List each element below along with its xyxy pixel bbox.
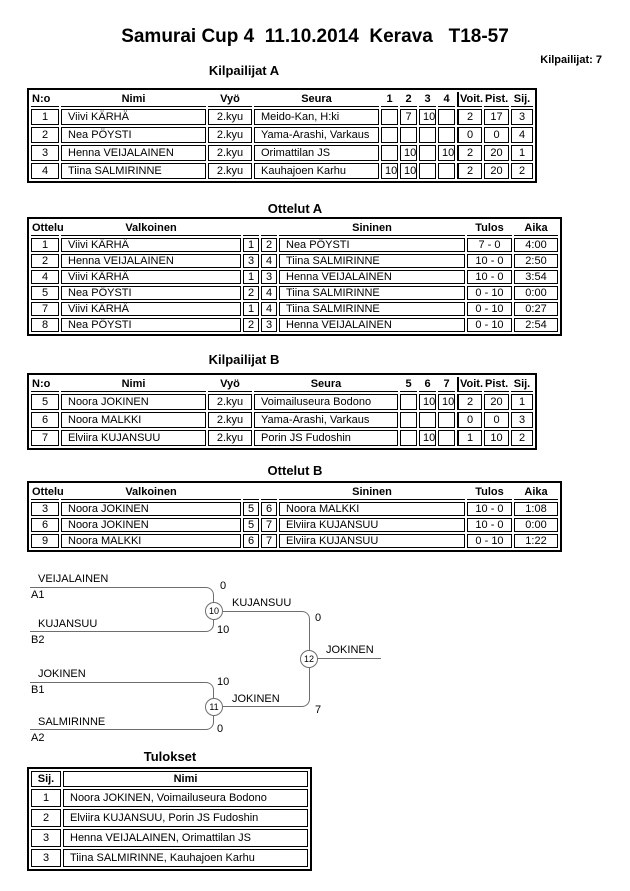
col-header-round: 1 <box>381 92 398 107</box>
cell-points: 10 <box>484 430 509 446</box>
cell-round: 10 <box>381 163 398 179</box>
cell-round <box>419 412 436 428</box>
cell-blue-no: 6 <box>261 502 277 516</box>
bracket-competitor-name: SALMIRINNE <box>38 716 106 728</box>
cell-place: 3 <box>31 849 61 867</box>
table-row <box>31 254 558 268</box>
header-row <box>31 485 558 500</box>
table-row <box>31 829 308 847</box>
col-header-wins: Voit. <box>457 377 482 392</box>
cell-club: Voimailuseura Bodono <box>254 394 398 410</box>
cell-round: 7 <box>400 109 417 125</box>
cell-wins: 0 <box>457 412 482 428</box>
table-row <box>31 286 558 300</box>
cell-white-name: Viivi KÄRHÄ <box>61 302 241 316</box>
cell-round <box>419 145 436 161</box>
cell-round <box>381 127 398 143</box>
cell-white-no: 3 <box>243 254 259 268</box>
col-header-time: Aika <box>514 485 558 500</box>
cell-club: Porin JS Fudoshin <box>254 430 398 446</box>
cell-club: Meido-Kan, H:ki <box>254 109 379 125</box>
cell-white-no: 5 <box>243 502 259 516</box>
cell-points: 0 <box>484 127 509 143</box>
bracket-connector <box>318 658 381 659</box>
cell-blue-name: Elviira KUJANSUU <box>279 518 465 532</box>
cell-match-no: 6 <box>31 518 59 532</box>
cell-time: 0:00 <box>514 286 558 300</box>
cell-result: 10 - 0 <box>467 502 512 516</box>
bracket-score: 0 <box>315 612 322 624</box>
cell-time: 4:00 <box>514 238 558 252</box>
col-header-time: Aika <box>514 221 558 236</box>
cell-round <box>438 163 455 179</box>
cell-belt: 2.kyu <box>208 127 252 143</box>
cell-belt: 2.kyu <box>208 145 252 161</box>
cell-club: Orimattilan JS <box>254 145 379 161</box>
cell-points: 20 <box>484 394 509 410</box>
page-title: Samurai Cup 4 11.10.2014 Kerava T18-57 <box>121 26 509 47</box>
results-table <box>27 767 312 871</box>
col-header-no: N:o <box>31 377 59 392</box>
cell-round <box>438 109 455 125</box>
col-header-empty <box>243 485 259 500</box>
col-header-round: 6 <box>419 377 436 392</box>
cell-white-name: Nea PÖYSTI <box>61 286 241 300</box>
cell-name: Noora MALKKI <box>61 412 206 428</box>
header-row <box>31 377 533 392</box>
cell-match-no: 1 <box>31 238 59 252</box>
col-header-name: Nimi <box>61 92 206 107</box>
col-header-round: 2 <box>400 92 417 107</box>
cell-white-name: Nea PÖYSTI <box>61 318 241 332</box>
header-row <box>31 92 533 107</box>
cell-white-name: Noora JOKINEN <box>61 502 241 516</box>
table-row <box>31 502 558 516</box>
bracket-competitor-name: JOKINEN <box>38 668 86 680</box>
cell-round <box>438 127 455 143</box>
cell-place: 2 <box>511 430 533 446</box>
table-row <box>31 430 533 446</box>
cell-wins: 2 <box>457 163 482 179</box>
cell-time: 1:22 <box>514 534 558 548</box>
col-header-points: Pist. <box>485 378 509 390</box>
cell-name: Noora JOKINEN <box>61 394 206 410</box>
cell-white-name: Viivi KÄRHÄ <box>61 238 241 252</box>
cell-name: Noora JOKINEN, Voimailuseura Bodono <box>63 789 308 807</box>
cell-name: Nea PÖYSTI <box>61 127 206 143</box>
pool-b-table <box>27 373 537 450</box>
col-header-match: Ottelu <box>32 222 64 234</box>
cell-result: 0 - 10 <box>467 286 512 300</box>
cell-belt: 2.kyu <box>208 430 252 446</box>
table-row <box>31 145 533 161</box>
bracket-seed: B1 <box>31 684 45 696</box>
cell-name: Elviira KUJANSUU <box>61 430 206 446</box>
cell-match-no: 2 <box>31 254 59 268</box>
cell-blue-name: Nea PÖYSTI <box>279 238 465 252</box>
cell-result: 10 - 0 <box>467 518 512 532</box>
cell-match-no: 3 <box>31 502 59 516</box>
bracket-winner-name: JOKINEN <box>326 644 374 656</box>
cell-blue-no: 4 <box>261 286 277 300</box>
cell-round <box>419 163 436 179</box>
cell-round <box>381 145 398 161</box>
cell-time: 0:00 <box>514 518 558 532</box>
cell-club: Kauhajoen Karhu <box>254 163 379 179</box>
cell-round: 10 <box>400 163 417 179</box>
cell-result: 0 - 10 <box>467 318 512 332</box>
cell-match-no: 4 <box>31 270 59 284</box>
table-row <box>31 789 308 807</box>
bracket-score: 10 <box>217 676 230 688</box>
col-header-place: Sij. <box>511 92 533 107</box>
col-header-club: Seura <box>254 92 379 107</box>
cell-round: 10 <box>419 430 436 446</box>
bracket-match-number: 10 <box>205 602 223 620</box>
bracket-score: 10 <box>217 624 230 636</box>
cell-round <box>438 412 455 428</box>
cell-round: 10 <box>438 394 455 410</box>
cell-belt: 2.kyu <box>208 412 252 428</box>
cell-blue-no: 4 <box>261 302 277 316</box>
col-header-belt: Vyö <box>208 92 252 107</box>
competitors-count: Kilpailijat: 7 <box>540 54 602 66</box>
cell-no: 3 <box>31 145 59 161</box>
cell-match-no: 8 <box>31 318 59 332</box>
cell-no: 7 <box>31 430 59 446</box>
cell-time: 0:27 <box>514 302 558 316</box>
cell-white-no: 5 <box>243 518 259 532</box>
matches-a-title: Ottelut A <box>267 201 323 216</box>
table-row <box>31 534 558 548</box>
col-header-points: Pist. <box>485 93 509 105</box>
pool-a-title: Kilpailijat A <box>208 63 280 78</box>
cell-result: 0 - 10 <box>467 302 512 316</box>
cell-name: Henna VEIJALAINEN, Orimattilan JS <box>63 829 308 847</box>
col-header-round: 7 <box>438 377 455 392</box>
cell-belt: 2.kyu <box>208 163 252 179</box>
cell-name: Viivi KÄRHÄ <box>61 109 206 125</box>
cell-round <box>419 127 436 143</box>
results-title: Tulokset <box>143 749 197 764</box>
cell-white-name: Noora JOKINEN <box>61 518 241 532</box>
col-header-name: Nimi <box>63 771 308 787</box>
cell-place: 3 <box>511 109 533 125</box>
cell-blue-no: 7 <box>261 518 277 532</box>
col-header-round: 4 <box>438 92 455 107</box>
cell-blue-no: 3 <box>261 318 277 332</box>
matches-b-table <box>27 481 562 552</box>
bracket-match-number: 11 <box>205 698 223 716</box>
cell-wins: 1 <box>457 430 482 446</box>
cell-blue-name: Tiina SALMIRINNE <box>279 286 465 300</box>
cell-white-no: 1 <box>243 270 259 284</box>
cell-wins: 2 <box>457 109 482 125</box>
cell-round <box>400 127 417 143</box>
cell-blue-name: Henna VEIJALAINEN <box>279 270 465 284</box>
cell-name: Elviira KUJANSUU, Porin JS Fudoshin <box>63 809 308 827</box>
cell-round <box>438 430 455 446</box>
cell-round <box>400 394 417 410</box>
col-header-round: 3 <box>419 92 436 107</box>
cell-blue-name: Tiina SALMIRINNE <box>279 254 465 268</box>
cell-white-name: Noora MALKKI <box>61 534 241 548</box>
cell-round: 10 <box>400 145 417 161</box>
cell-round: 10 <box>438 145 455 161</box>
header-row <box>31 771 308 787</box>
bracket-connector <box>223 611 310 659</box>
cell-match-no: 7 <box>31 302 59 316</box>
bracket-seed: B2 <box>31 634 45 646</box>
cell-club: Yama-Arashi, Varkaus <box>254 412 398 428</box>
table-row <box>31 318 558 332</box>
cell-points: 20 <box>484 163 509 179</box>
cell-name: Tiina SALMIRINNE <box>61 163 206 179</box>
cell-blue-no: 3 <box>261 270 277 284</box>
bracket-seed: A2 <box>31 732 45 744</box>
cell-place: 2 <box>31 809 61 827</box>
cell-blue-name: Elviira KUJANSUU <box>279 534 465 548</box>
table-row <box>31 809 308 827</box>
cell-result: 10 - 0 <box>467 254 512 268</box>
cell-no: 6 <box>31 412 59 428</box>
cell-white-name: Henna VEIJALAINEN <box>61 254 241 268</box>
col-header-result: Tulos <box>467 221 512 236</box>
cell-round <box>381 109 398 125</box>
cell-time: 3:54 <box>514 270 558 284</box>
col-header-belt: Vyö <box>208 377 252 392</box>
cell-time: 1:08 <box>514 502 558 516</box>
col-header-empty <box>243 221 259 236</box>
table-row <box>31 163 533 179</box>
col-header-name: Nimi <box>61 377 206 392</box>
cell-wins: 0 <box>457 127 482 143</box>
table-row <box>31 127 533 143</box>
table-row <box>31 109 533 125</box>
cell-no: 4 <box>31 163 59 179</box>
cell-place: 3 <box>31 829 61 847</box>
cell-white-no: 2 <box>243 286 259 300</box>
cell-white-no: 1 <box>243 302 259 316</box>
cell-belt: 2.kyu <box>208 394 252 410</box>
pool-b-title: Kilpailijat B <box>208 352 280 367</box>
cell-wins: 2 <box>457 145 482 161</box>
pool-a-table <box>27 88 537 183</box>
cell-club: Yama-Arashi, Varkaus <box>254 127 379 143</box>
cell-no: 2 <box>31 127 59 143</box>
cell-points: 17 <box>484 109 509 125</box>
cell-blue-no: 4 <box>261 254 277 268</box>
cell-place: 1 <box>511 394 533 410</box>
cell-result: 0 - 10 <box>467 534 512 548</box>
col-header-empty <box>261 485 277 500</box>
header-row <box>31 221 558 236</box>
cell-round <box>400 412 417 428</box>
bracket-score: 0 <box>217 723 224 735</box>
bracket-seed: A1 <box>31 589 45 601</box>
col-header-place: Sij. <box>31 771 61 787</box>
table-row <box>31 412 533 428</box>
cell-round: 10 <box>419 109 436 125</box>
cell-blue-name: Tiina SALMIRINNE <box>279 302 465 316</box>
cell-wins: 2 <box>457 394 482 410</box>
cell-round <box>400 430 417 446</box>
cell-white-no: 2 <box>243 318 259 332</box>
cell-result: 10 - 0 <box>467 270 512 284</box>
bracket-competitor-name: VEIJALAINEN <box>38 573 109 585</box>
col-header-round: 5 <box>400 377 417 392</box>
cell-result: 7 - 0 <box>467 238 512 252</box>
cell-name: Henna VEIJALAINEN <box>61 145 206 161</box>
cell-place: 2 <box>511 163 533 179</box>
bracket-competitor-name: KUJANSUU <box>38 618 98 630</box>
table-row <box>31 270 558 284</box>
cell-round: 10 <box>419 394 436 410</box>
cell-place: 3 <box>511 412 533 428</box>
bracket-score: 0 <box>220 580 227 592</box>
cell-blue-no: 7 <box>261 534 277 548</box>
cell-time: 2:54 <box>514 318 558 332</box>
table-row <box>31 518 558 532</box>
col-header-result: Tulos <box>467 485 512 500</box>
bracket-match-number: 12 <box>300 650 318 668</box>
table-row <box>31 394 533 410</box>
matches-a-table <box>27 217 562 336</box>
cell-white-no: 6 <box>243 534 259 548</box>
table-row <box>31 849 308 867</box>
cell-white-no: 1 <box>243 238 259 252</box>
col-header-no: N:o <box>31 92 59 107</box>
col-header-white: Valkoinen <box>61 485 241 500</box>
cell-belt: 2.kyu <box>208 109 252 125</box>
col-header-blue: Sininen <box>279 485 465 500</box>
cell-no: 1 <box>31 109 59 125</box>
table-row <box>31 238 558 252</box>
cell-place: 4 <box>511 127 533 143</box>
col-header-wins: Voit. <box>457 92 482 107</box>
matches-b-title: Ottelut B <box>267 463 323 478</box>
cell-blue-name: Henna VEIJALAINEN <box>279 318 465 332</box>
cell-blue-no: 2 <box>261 238 277 252</box>
col-header-empty <box>261 221 277 236</box>
col-header-match: Ottelu <box>32 486 64 498</box>
cell-time: 2:50 <box>514 254 558 268</box>
cell-name: Tiina SALMIRINNE, Kauhajoen Karhu <box>63 849 308 867</box>
cell-place: 1 <box>511 145 533 161</box>
cell-no: 5 <box>31 394 59 410</box>
bracket-score: 7 <box>315 704 322 716</box>
cell-match-no: 5 <box>31 286 59 300</box>
cell-points: 0 <box>484 412 509 428</box>
cell-points: 20 <box>484 145 509 161</box>
col-header-blue: Sininen <box>279 221 465 236</box>
cell-blue-name: Noora MALKKI <box>279 502 465 516</box>
cell-white-name: Viivi KÄRHÄ <box>61 270 241 284</box>
bracket-winner-name: JOKINEN <box>232 693 280 705</box>
cell-match-no: 9 <box>31 534 59 548</box>
col-header-place: Sij. <box>511 377 533 392</box>
col-header-white: Valkoinen <box>61 221 241 236</box>
cell-place: 1 <box>31 789 61 807</box>
bracket-winner-name: KUJANSUU <box>232 597 292 609</box>
table-row <box>31 302 558 316</box>
col-header-club: Seura <box>254 377 398 392</box>
